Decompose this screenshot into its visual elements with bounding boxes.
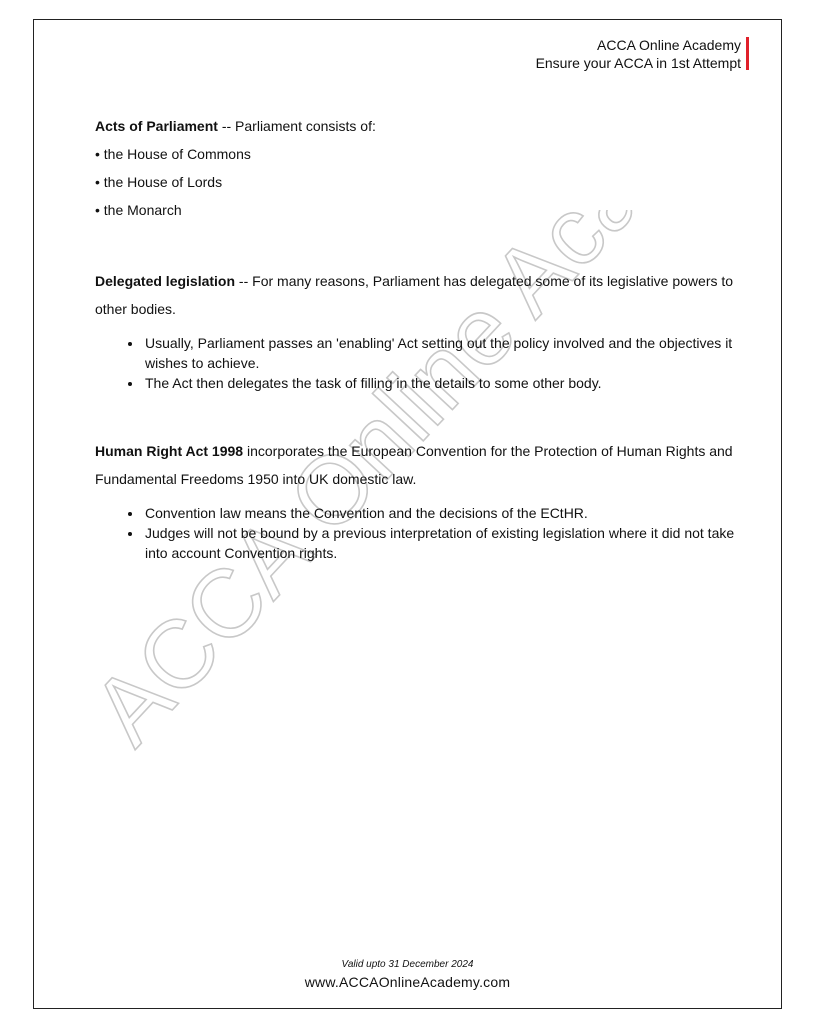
acts-list	[95, 140, 735, 224]
acts-paragraph	[95, 112, 735, 140]
header-tagline: Ensure your ACCA in 1st Attempt	[535, 55, 741, 71]
acts-title: Acts of Parliament	[95, 118, 218, 134]
page-header	[536, 36, 749, 72]
list-item: • the House of Commons	[95, 146, 251, 162]
list-item: • the House of Lords	[95, 174, 223, 190]
hra-paragraph	[95, 437, 735, 493]
footer-url-link[interactable]: www.ACCAOnlineAcademy.com	[304, 974, 511, 990]
header-accent-bar	[746, 37, 749, 70]
hra-title: Human Right Act 1998	[95, 443, 244, 459]
list-item: • the Monarch	[95, 202, 182, 218]
list-item: • Convention law means the Convention and the decisions of the ECtHR.	[143, 503, 735, 523]
delegated-intro: -- For many reasons, Parliament has delegated some of its legislative powers to other bodies.	[95, 273, 734, 317]
delegated-title: Delegated legislation	[95, 273, 236, 289]
header-brand: ACCA Online Academy	[597, 37, 741, 53]
delegated-bullets	[95, 333, 735, 393]
page-footer	[33, 958, 782, 992]
hra-bullets	[95, 503, 735, 563]
list-item: • Usually, Parliament passes an 'enabling' Act setting out the policy involved and the objectives it wishes to achieve.	[143, 333, 735, 373]
acts-intro: -- Parliament consists of:	[217, 118, 376, 134]
delegated-paragraph	[95, 267, 735, 323]
list-item: • The Act then delegates the task of filling in the details to some other body.	[143, 373, 735, 393]
document-body	[95, 112, 735, 563]
list-item: • Judges will not be bound by a previous interpretation of existing legislation where it did not take into account Convention rights.	[143, 523, 735, 563]
hra-intro: incorporates the European Convention for the Protection of Human Rights and Fundamental Freedoms 1950 into UK domestic law.	[95, 443, 733, 487]
footer-validity: Valid upto 31 December 2024	[341, 959, 474, 970]
